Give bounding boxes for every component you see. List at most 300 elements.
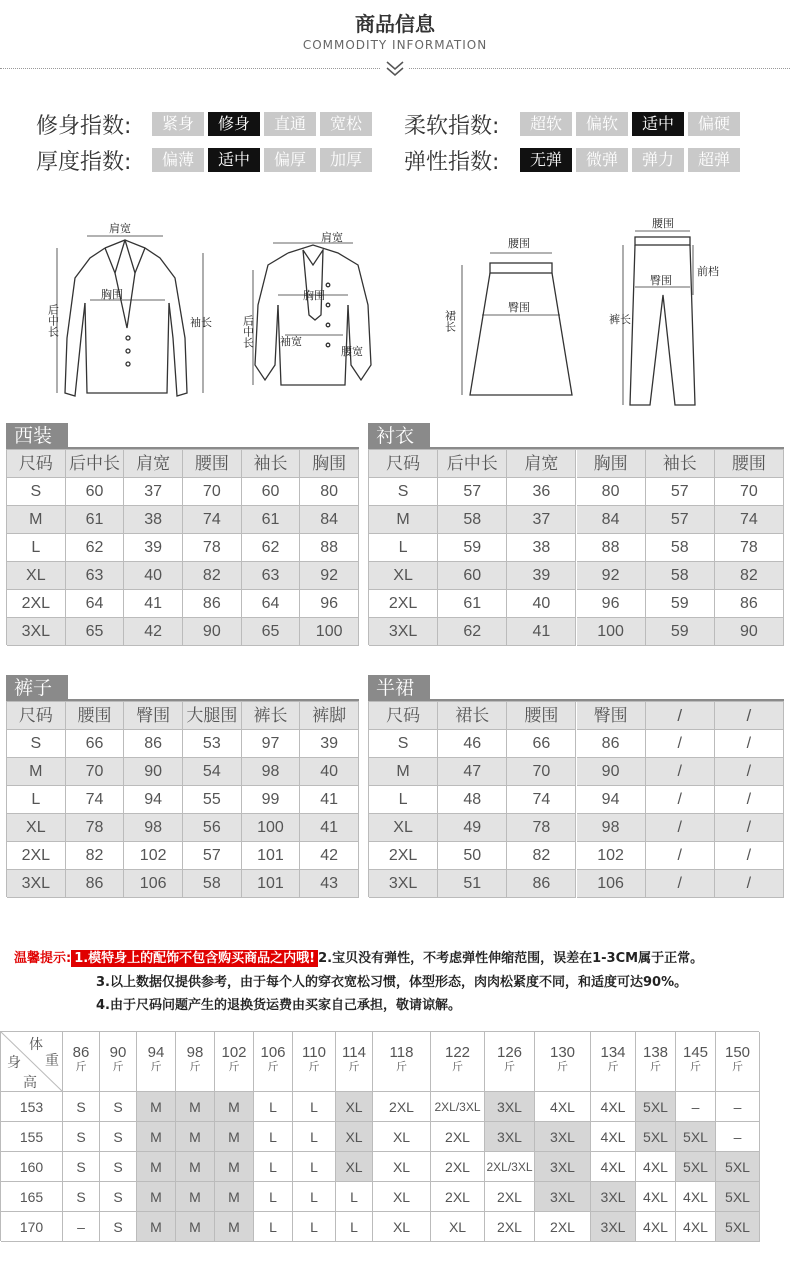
weight-unit: 斤 <box>396 1061 407 1073</box>
weight-unit: 斤 <box>348 1061 360 1073</box>
size-cell: XL <box>373 1182 431 1212</box>
table-cell: 37 <box>507 506 576 534</box>
table-cell: XL <box>7 562 66 590</box>
size-cell: L <box>254 1122 293 1152</box>
table-cell: 70 <box>183 478 242 506</box>
size-cell: M <box>137 1092 176 1122</box>
table-cell: 50 <box>438 842 507 870</box>
table-cell: S <box>7 478 66 506</box>
size-cell: 5XL <box>716 1182 760 1212</box>
weight-value: 90 <box>109 1044 127 1061</box>
table-cell: 39 <box>507 562 576 590</box>
weight-header <box>293 1032 336 1092</box>
size-cell: 2XL <box>431 1122 485 1152</box>
weight-header <box>373 1032 431 1092</box>
note-line-3: 3.以上数据仅提供参考，由于每个人的穿衣宽松习惯，体型形态，肉肉松紧度不同，和适度可达90%。 <box>96 975 688 990</box>
table-cell: XL <box>7 814 66 842</box>
size-cell: 2XL/3XL <box>485 1152 535 1182</box>
table-cell: 40 <box>507 590 576 618</box>
weight-unit: 斤 <box>504 1061 515 1073</box>
table-cell: 74 <box>507 786 576 814</box>
table-header-cell: 腰围 <box>507 702 576 730</box>
table-cell: 82 <box>507 842 576 870</box>
size-cell: 5XL <box>636 1092 676 1122</box>
table-cell: 43 <box>300 870 359 898</box>
table-cell: 90 <box>577 758 646 786</box>
size-cell: L <box>293 1092 336 1122</box>
index-label: 修身指数: <box>36 114 132 139</box>
table-cell: 102 <box>577 842 646 870</box>
table-cell: 74 <box>715 506 784 534</box>
table-cell: 86 <box>715 590 784 618</box>
index-option: 超软 <box>520 112 572 136</box>
table-cell: 80 <box>300 478 359 506</box>
table-cell: 61 <box>66 506 125 534</box>
table-header-cell: 后中长 <box>438 450 507 478</box>
weight-value: 138 <box>642 1044 669 1061</box>
table-cell: 62 <box>66 534 125 562</box>
weight-header <box>100 1032 137 1092</box>
weight-value: 94 <box>147 1044 165 1061</box>
table-cell: / <box>646 730 715 758</box>
table-cell: 2XL <box>369 842 438 870</box>
size-cell: 3XL <box>535 1122 591 1152</box>
size-cell: L <box>254 1182 293 1212</box>
table-cell: L <box>369 534 438 562</box>
table-cell: 101 <box>242 842 301 870</box>
weight-header <box>176 1032 215 1092</box>
size-cell: L <box>254 1152 293 1182</box>
table-cell: 64 <box>66 590 125 618</box>
chevron-down-icon <box>381 58 409 80</box>
table-header-cell: 尺码 <box>369 450 438 478</box>
size-cell: 5XL <box>676 1152 716 1182</box>
skirt-size-table <box>368 701 784 897</box>
size-cell: 5XL <box>636 1122 676 1152</box>
table-header-cell: 裤脚 <box>300 702 359 730</box>
size-cell: L <box>293 1122 336 1152</box>
table-cell: 40 <box>300 758 359 786</box>
size-cell: 4XL <box>636 1152 676 1182</box>
table-cell: 41 <box>300 814 359 842</box>
table-cell: 98 <box>124 814 183 842</box>
index-option: 适中 <box>632 112 684 136</box>
table-header-cell: 尺码 <box>7 450 66 478</box>
size-cell: S <box>100 1182 137 1212</box>
index-option: 弹力 <box>632 148 684 172</box>
pants-size-table <box>6 701 359 897</box>
weight-header <box>63 1032 100 1092</box>
table-cell: / <box>646 842 715 870</box>
pants-rise-label: 前档 <box>697 265 719 278</box>
table-header-cell: 尺码 <box>369 702 438 730</box>
weight-header <box>215 1032 254 1092</box>
table-cell: 92 <box>577 562 646 590</box>
table-cell: 3XL <box>7 870 66 898</box>
table-cell: 2XL <box>7 590 66 618</box>
note-prefix: 温馨提示: <box>14 951 72 966</box>
skirt-length-label: 裙长 <box>443 310 457 332</box>
table-cell: 63 <box>66 562 125 590</box>
table-cell: 3XL <box>7 618 66 646</box>
height-label: 155 <box>1 1122 63 1152</box>
table-cell: 86 <box>577 730 646 758</box>
size-cell: 3XL <box>591 1182 636 1212</box>
weight-unit: 斤 <box>557 1061 568 1073</box>
height-label: 170 <box>1 1212 63 1242</box>
size-cell: 4XL <box>636 1182 676 1212</box>
table-cell: 57 <box>646 506 715 534</box>
table-cell: 41 <box>300 786 359 814</box>
weight-unit: 斤 <box>690 1061 701 1073</box>
shirt-length-label: 后中长 <box>241 315 255 348</box>
weight-value: 118 <box>389 1044 414 1061</box>
table-cell: 100 <box>242 814 301 842</box>
table-cell: 57 <box>183 842 242 870</box>
index-option: 偏硬 <box>688 112 740 136</box>
size-cell: 2XL <box>535 1212 591 1242</box>
table-cell: 86 <box>66 870 125 898</box>
table-cell: M <box>7 758 66 786</box>
table-cell: / <box>715 786 784 814</box>
table-cell: 101 <box>242 870 301 898</box>
size-cell: M <box>176 1092 215 1122</box>
table-cell: 98 <box>577 814 646 842</box>
table-header-cell: 臀围 <box>124 702 183 730</box>
table-cell: 53 <box>183 730 242 758</box>
size-cell: M <box>215 1152 254 1182</box>
size-cell: 5XL <box>716 1212 760 1242</box>
weight-value: 145 <box>682 1044 709 1061</box>
note-line-1 <box>14 947 703 966</box>
skirt-hip-label: 臀围 <box>508 301 530 314</box>
weight-header <box>676 1032 716 1092</box>
table-cell: XL <box>369 814 438 842</box>
size-cell: M <box>215 1182 254 1212</box>
index-option: 微弹 <box>576 148 628 172</box>
weight-unit: 斤 <box>607 1061 619 1073</box>
table-header-cell: 臀围 <box>577 702 646 730</box>
table-cell: 63 <box>242 562 301 590</box>
table-cell: 94 <box>577 786 646 814</box>
index-option: 修身 <box>208 112 260 136</box>
table-cell: 3XL <box>369 870 438 898</box>
table-header-cell: 大腿围 <box>183 702 242 730</box>
note-elasticity: 2.宝贝没有弹性，不考虑弹性伸缩范围，误差在1-3CM属于正常。 <box>318 951 704 966</box>
table-cell: 55 <box>183 786 242 814</box>
weight-value: 106 <box>260 1044 286 1061</box>
weight-value: 150 <box>724 1044 751 1061</box>
weight-unit: 斤 <box>75 1061 87 1073</box>
size-cell: S <box>63 1092 100 1122</box>
table-cell: 78 <box>66 814 125 842</box>
suit-length-label: 后中长 <box>46 304 60 337</box>
table-cell: 51 <box>438 870 507 898</box>
table-cell: 58 <box>438 506 507 534</box>
weight-value: 130 <box>549 1044 576 1061</box>
weight-unit: 斤 <box>308 1061 320 1073</box>
table-header-cell: 腰围 <box>66 702 125 730</box>
table-cell: 65 <box>66 618 125 646</box>
index-option: 无弹 <box>520 148 572 172</box>
index-option: 偏软 <box>576 112 628 136</box>
table-cell: 82 <box>183 562 242 590</box>
table-cell: 42 <box>124 618 183 646</box>
table-cell: 98 <box>242 758 301 786</box>
table-cell: 2XL <box>369 590 438 618</box>
table-cell: 88 <box>577 534 646 562</box>
shirt-chest-label: 胸围 <box>303 289 325 302</box>
table-cell: 41 <box>507 618 576 646</box>
table-cell: 64 <box>242 590 301 618</box>
weight-value: 122 <box>444 1044 471 1061</box>
weight-header <box>636 1032 676 1092</box>
table-cell: 56 <box>183 814 242 842</box>
shirt-shoulder-label: 肩宽 <box>321 231 343 244</box>
suit-chest-label: 胸围 <box>101 288 123 301</box>
size-cell: 4XL <box>676 1182 716 1212</box>
table-cell: / <box>715 814 784 842</box>
table-cell: 86 <box>507 870 576 898</box>
table-cell: 39 <box>300 730 359 758</box>
weight-value: 86 <box>72 1044 90 1061</box>
table-cell: S <box>7 730 66 758</box>
size-cell: – <box>716 1122 760 1152</box>
table-cell: / <box>715 870 784 898</box>
table-cell: 47 <box>438 758 507 786</box>
table-cell: L <box>369 786 438 814</box>
table-cell: 82 <box>715 562 784 590</box>
weight-unit: 斤 <box>452 1061 463 1073</box>
table-cell: 86 <box>124 730 183 758</box>
table-cell: 78 <box>183 534 242 562</box>
weight-header <box>485 1032 535 1092</box>
table-cell: 80 <box>577 478 646 506</box>
weight-value: 114 <box>342 1044 366 1061</box>
size-cell: M <box>215 1212 254 1242</box>
table-cell: 38 <box>124 506 183 534</box>
pants-sketch <box>605 215 730 410</box>
table-header-cell: 胸围 <box>300 450 359 478</box>
size-cell: S <box>100 1122 137 1152</box>
table-cell: / <box>715 730 784 758</box>
weight-value: 98 <box>186 1044 204 1061</box>
table-cell: / <box>715 758 784 786</box>
size-cell: S <box>63 1152 100 1182</box>
size-cell: M <box>176 1152 215 1182</box>
corner-label: 身 <box>7 1054 21 1070</box>
table-cell: 99 <box>242 786 301 814</box>
table-cell: / <box>646 758 715 786</box>
table-cell: S <box>369 478 438 506</box>
table-cell: 40 <box>124 562 183 590</box>
table-cell: 58 <box>183 870 242 898</box>
note-accessories: 1.模特身上的配饰不包含购买商品之内哦! <box>71 950 318 967</box>
size-cell: – <box>63 1212 100 1242</box>
index-label: 弹性指数: <box>404 150 500 175</box>
table-cell: 82 <box>66 842 125 870</box>
table-cell: 84 <box>577 506 646 534</box>
table-cell: 84 <box>300 506 359 534</box>
table-cell: 78 <box>715 534 784 562</box>
table-cell: 3XL <box>369 618 438 646</box>
table-header-cell: 袖长 <box>242 450 301 478</box>
table-header-cell: 袖长 <box>646 450 715 478</box>
size-chart-grid <box>0 1031 759 1241</box>
size-cell: M <box>215 1092 254 1122</box>
weight-header <box>254 1032 293 1092</box>
index-label: 柔软指数: <box>404 114 500 139</box>
table-cell: 60 <box>242 478 301 506</box>
index-option: 偏厚 <box>264 148 316 172</box>
table-header-cell: 胸围 <box>577 450 646 478</box>
suit-sketch <box>45 218 230 408</box>
size-cell: – <box>716 1092 760 1122</box>
table-cell: M <box>7 506 66 534</box>
table-cell: / <box>715 842 784 870</box>
size-cell: 2XL <box>373 1092 431 1122</box>
table-cell: 70 <box>715 478 784 506</box>
skirt-waist-label: 腰围 <box>508 237 530 250</box>
table-cell: 74 <box>66 786 125 814</box>
index-option: 直通 <box>264 112 316 136</box>
weight-unit: 斤 <box>189 1061 201 1073</box>
size-cell: L <box>293 1152 336 1182</box>
weight-unit: 斤 <box>732 1061 743 1073</box>
size-cell: L <box>336 1182 373 1212</box>
table-cell: 39 <box>124 534 183 562</box>
weight-unit: 斤 <box>150 1061 162 1073</box>
size-cell: S <box>100 1092 137 1122</box>
index-option: 超弹 <box>688 148 740 172</box>
size-cell: 3XL <box>535 1182 591 1212</box>
size-cell: S <box>100 1212 137 1242</box>
table-cell: / <box>646 870 715 898</box>
size-cell: M <box>137 1182 176 1212</box>
weight-value: 126 <box>496 1044 523 1061</box>
shirt-waist-label: 腰宽 <box>341 345 363 358</box>
pants-hip-label: 臀围 <box>650 274 672 287</box>
chart-corner <box>1 1032 63 1092</box>
table-cell: 42 <box>300 842 359 870</box>
shirt-sleeve-label: 袖宽 <box>280 335 302 348</box>
table-cell: 106 <box>124 870 183 898</box>
size-cell: 5XL <box>716 1152 760 1182</box>
size-cell: 3XL <box>485 1092 535 1122</box>
table-cell: 36 <box>507 478 576 506</box>
size-cell: XL <box>431 1212 485 1242</box>
table-cell: 97 <box>242 730 301 758</box>
suit-sleeve-label: 袖长 <box>190 316 212 329</box>
height-label: 153 <box>1 1092 63 1122</box>
table-header-cell: 后中长 <box>66 450 125 478</box>
suit-shoulder-label: 肩宽 <box>109 222 131 235</box>
size-cell: 2XL <box>431 1152 485 1182</box>
shirt-sketch <box>243 225 383 405</box>
skirt-sketch <box>440 225 580 400</box>
table-cell: 94 <box>124 786 183 814</box>
corner-label: 高 <box>23 1074 37 1090</box>
table-cell: 62 <box>438 618 507 646</box>
table-cell: 54 <box>183 758 242 786</box>
table-cell: 66 <box>507 730 576 758</box>
table-header-cell: 裙长 <box>438 702 507 730</box>
table-cell: M <box>369 506 438 534</box>
table-cell: 38 <box>507 534 576 562</box>
table-cell: 58 <box>646 562 715 590</box>
index-option: 紧身 <box>152 112 204 136</box>
table-cell: 61 <box>438 590 507 618</box>
table-cell: / <box>646 814 715 842</box>
shirt-table-title: 衬衣 <box>368 423 430 449</box>
size-cell: 4XL <box>636 1212 676 1242</box>
table-header-cell: / <box>646 702 715 730</box>
table-cell: L <box>7 534 66 562</box>
size-cell: L <box>254 1092 293 1122</box>
weight-header <box>535 1032 591 1092</box>
table-cell: 59 <box>438 534 507 562</box>
table-cell: 90 <box>124 758 183 786</box>
table-cell: 70 <box>507 758 576 786</box>
weight-header <box>431 1032 485 1092</box>
pants-table-title: 裤子 <box>6 675 68 701</box>
table-header-cell: / <box>715 702 784 730</box>
section-title: 商品信息 <box>355 12 435 36</box>
size-cell: L <box>293 1212 336 1242</box>
table-cell: 102 <box>124 842 183 870</box>
table-cell: 92 <box>300 562 359 590</box>
table-header-cell: 肩宽 <box>124 450 183 478</box>
table-cell: 62 <box>242 534 301 562</box>
table-cell: 41 <box>124 590 183 618</box>
size-cell: 4XL <box>591 1152 636 1182</box>
size-cell: 4XL <box>591 1092 636 1122</box>
size-cell: S <box>63 1122 100 1152</box>
index-label: 厚度指数: <box>36 150 132 175</box>
index-option: 宽松 <box>320 112 372 136</box>
table-cell: 59 <box>646 590 715 618</box>
table-cell: 96 <box>300 590 359 618</box>
height-label: 160 <box>1 1152 63 1182</box>
weight-unit: 斤 <box>228 1061 240 1073</box>
table-cell: 59 <box>646 618 715 646</box>
size-cell: XL <box>373 1152 431 1182</box>
size-cell: 5XL <box>676 1122 716 1152</box>
table-cell: 86 <box>183 590 242 618</box>
table-cell: / <box>646 786 715 814</box>
size-cell: 3XL <box>535 1152 591 1182</box>
size-cell: XL <box>336 1092 373 1122</box>
pants-length-label: 裤长 <box>609 313 631 326</box>
table-cell: 96 <box>577 590 646 618</box>
table-cell: 57 <box>438 478 507 506</box>
shirt-size-table <box>368 449 784 645</box>
table-cell: 49 <box>438 814 507 842</box>
table-cell: 90 <box>183 618 242 646</box>
weight-value: 134 <box>600 1044 626 1061</box>
size-cell: M <box>215 1122 254 1152</box>
weight-value: 102 <box>221 1044 247 1061</box>
table-header-cell: 裤长 <box>242 702 301 730</box>
table-cell: 100 <box>300 618 359 646</box>
corner-label: 重 <box>45 1052 59 1068</box>
size-cell: M <box>176 1122 215 1152</box>
table-cell: 37 <box>124 478 183 506</box>
table-cell: 78 <box>507 814 576 842</box>
weight-header <box>137 1032 176 1092</box>
index-option: 偏薄 <box>152 148 204 172</box>
size-cell: 3XL <box>591 1212 636 1242</box>
